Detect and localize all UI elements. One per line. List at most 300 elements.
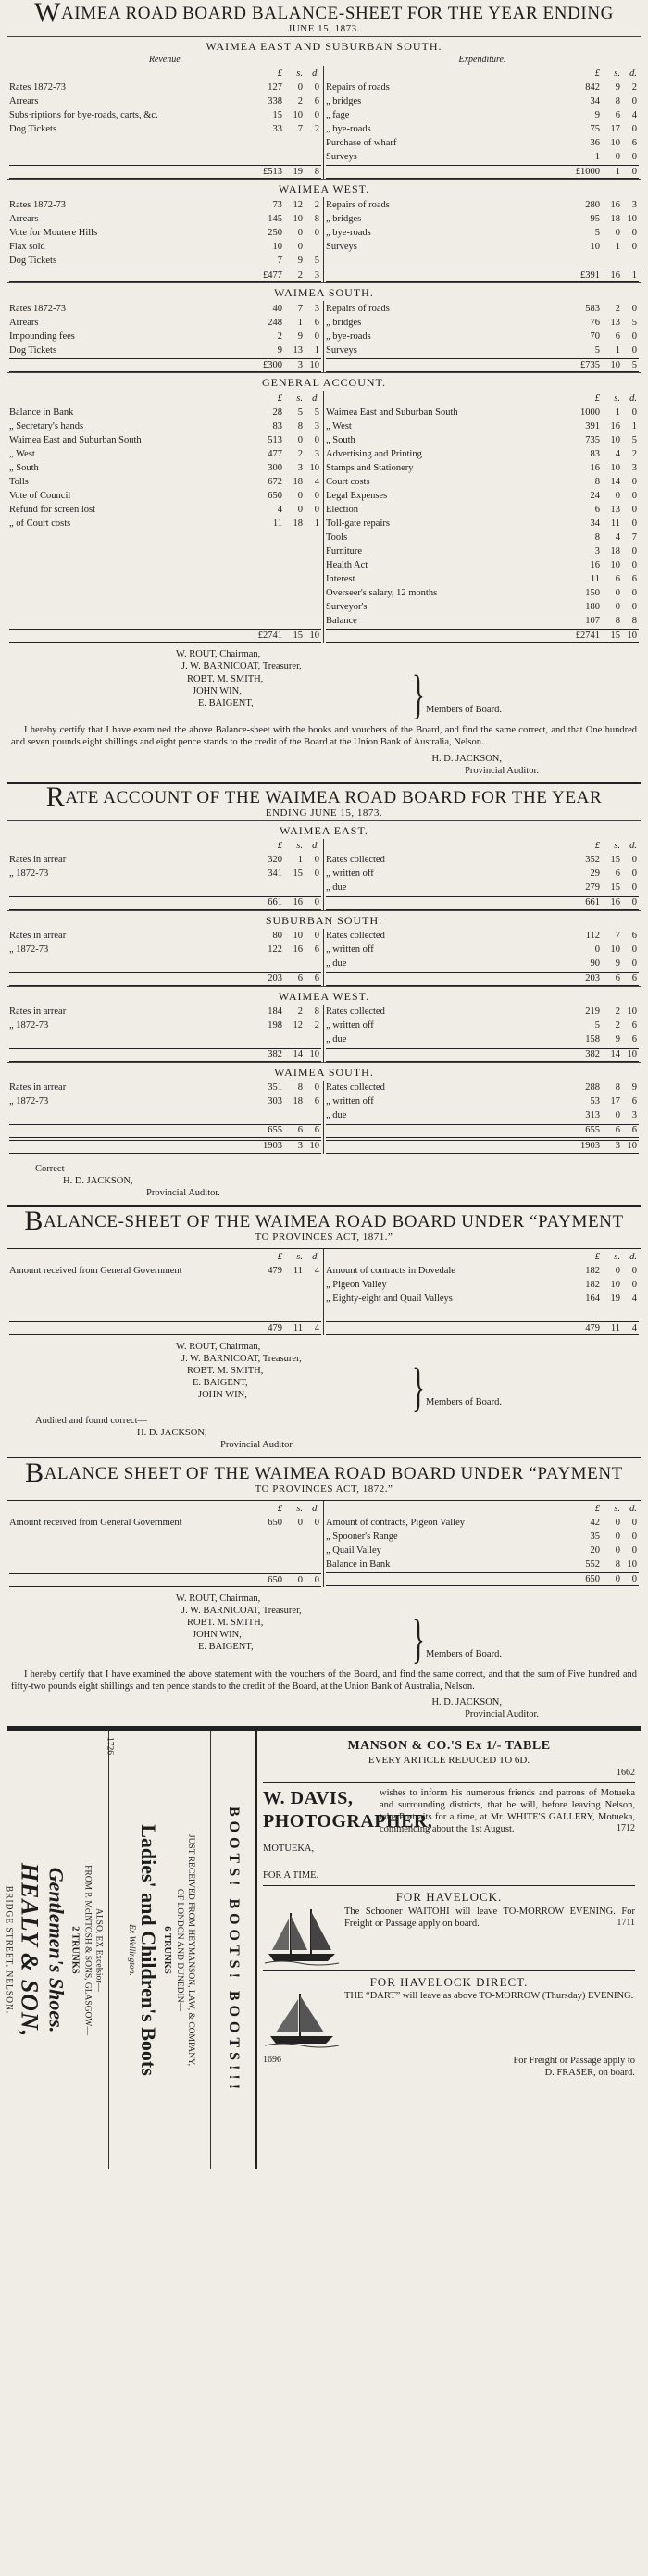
expenditure-row-pounds: 842 — [585, 82, 600, 94]
revenue-row-label: Vote for Moutere Hills — [9, 228, 98, 239]
expenditure-row-pence: 10 — [627, 214, 637, 225]
payments-1871: BALANCE-SHEET OF THE WAIMEA ROAD BOARD UNDER “PAYMENT TO PROVINCES ACT, 1871.” £ s. d. Amount received from General Government 479 11 4 479 11 4 £ s. d. Amount of contracts in Dovedale 182 0 0 „ Pigeon Valley 182 10 0 „ Eighty-eight and Quail Valleys 164 19 4 479 11 4 W. ROUT, Chairman, J. W. BARNICOAT, Treasurer, ROBT. M. SMITH, E. BAIGENT, JOHN WIN, }Members of Board. Audited and found correct— H. D. JACKSON, Provincial Auditor. — [7, 1207, 641, 1458]
expenditure-row-pence: 0 — [631, 546, 637, 557]
expenditure-row — [326, 502, 639, 516]
revenue-row-pence: 6 — [314, 96, 319, 107]
expenditure-row-label: Furniture — [326, 546, 363, 557]
expenditure-row-shillings: 6 — [615, 110, 620, 121]
expenditure-row-pence: 2 — [631, 82, 637, 94]
expenditure-row-pounds: 583 — [585, 304, 600, 315]
expenditure-row — [326, 530, 639, 544]
ad-havelock — [263, 1886, 635, 1970]
revenue-row-pounds: 127 — [268, 82, 282, 94]
expenditure-row-pounds: 11 — [590, 574, 600, 585]
expenditure-row-pence: 0 — [631, 96, 637, 107]
rate-left-row-shillings: 16 — [293, 944, 303, 956]
healy-num: 1726 — [104, 1736, 114, 1755]
expenditure-row-label: Surveyor's — [326, 602, 368, 613]
revenue-row-label: Waimea East and Suburban South — [9, 435, 142, 446]
revenue-row-pounds: 248 — [268, 318, 282, 329]
revenue-row-pence: 0 — [314, 82, 319, 94]
pay2-right-row-label: „ Spooner's Range — [326, 1531, 398, 1542]
revenue-row-pounds: 9 — [277, 345, 282, 356]
rate-left-total — [9, 896, 321, 910]
rate-right-row-label: „ written off — [326, 944, 374, 956]
rate-right-row-pence: 0 — [631, 869, 637, 880]
revenue-row-shillings: 18 — [293, 477, 303, 488]
expenditure-row-pence: 0 — [631, 242, 637, 253]
revenue-row-pounds: 672 — [268, 477, 282, 488]
revenue-row-label: Tolls — [9, 477, 29, 488]
expenditure-total-shillings: 1 — [615, 167, 620, 178]
ladies-of: OF LONDON AND DUNEDIN— — [174, 1888, 184, 2011]
rate-grand-r: 1903 — [580, 1141, 600, 1152]
rate-right-total-pence: 6 — [631, 1125, 637, 1136]
expenditure-row-pence: 0 — [631, 519, 637, 530]
pay1-right-head: Amount of contracts in Dovedale — [326, 1265, 455, 1276]
rate-right-total-pounds: 203 — [585, 973, 600, 984]
expenditure-row-shillings: 0 — [615, 588, 620, 599]
bs1-auditor-title: Provincial Auditor. — [465, 765, 539, 776]
ladies-ex: Ex Wellington. — [126, 1923, 136, 1976]
ad-manson — [263, 1734, 635, 1783]
revenue-row-label: Subs·riptions for bye-roads, carts, &c. — [9, 110, 158, 121]
rate-left-row-pence: 6 — [314, 1096, 319, 1107]
expenditure-row — [326, 474, 639, 488]
bs1-auditor: H. D. JACKSON, — [431, 753, 502, 764]
rate-right-row-pounds: 279 — [585, 882, 600, 894]
ladies-just: JUST RECEIVED FROM HEYMANSON, LAW, & COMPANY, — [185, 1833, 195, 2066]
revenue-row-pence: 10 — [309, 463, 319, 474]
rate-right-row — [326, 881, 639, 894]
rate-right-row-pence: 0 — [631, 855, 637, 866]
pay2-right-row-pounds: 42 — [590, 1517, 600, 1528]
expenditure-row — [326, 107, 639, 121]
pay2-right-row-pence: 0 — [631, 1531, 637, 1542]
rate-right-row-label: „ due — [326, 1110, 347, 1121]
revenue-row-shillings: 13 — [293, 345, 303, 356]
expenditure-total — [326, 165, 639, 179]
revenue-row-pounds: 338 — [268, 96, 282, 107]
pay2-left-row-shillings: 0 — [297, 1517, 303, 1528]
expenditure-row-label: Surveys — [326, 242, 357, 253]
rate-left-row-pence: 8 — [314, 1007, 319, 1018]
pay1-right-row — [326, 1291, 639, 1305]
bs1-section — [7, 179, 641, 282]
expenditure-row-pence: 2 — [631, 449, 637, 460]
pay1-right-row-pounds: 182 — [585, 1279, 600, 1290]
expenditure-row-shillings: 0 — [615, 491, 620, 502]
revenue-row-label: Arrears — [9, 214, 39, 225]
pay1-left-row-label: Amount received from General Government — [9, 1265, 182, 1276]
rate-left-row-pence: 0 — [314, 1082, 319, 1094]
expenditure-row-pounds: 180 — [585, 602, 600, 613]
expenditure-row — [326, 432, 639, 446]
pay2-right-row-label: Amount of contracts, Pigeon Valley — [326, 1517, 465, 1528]
rate-auditor-title: Provincial Auditor. — [146, 1187, 220, 1198]
pay1-signatures: W. ROUT, Chairman, J. W. BARNICOAT, Treasurer, ROBT. M. SMITH, E. BAIGENT, JOHN WIN, }Members of Board. — [176, 1341, 502, 1417]
rate-right-row-label: Rates collected — [326, 931, 385, 942]
pay2-auditor-title: Provincial Auditor. — [465, 1709, 539, 1720]
rate-right-row-shillings: 7 — [615, 931, 620, 942]
revenue-row-shillings: 3 — [297, 463, 303, 474]
pay2-right-row-pence: 0 — [631, 1544, 637, 1556]
pay2-right-row — [326, 1515, 639, 1529]
revenue-row-label: Vote of Council — [9, 491, 71, 502]
healy-also: ALSO, EX Excelsior— — [93, 1907, 103, 1992]
revenue-total-shillings: 15 — [293, 631, 303, 642]
revenue-row — [9, 80, 321, 94]
expenditure-row-shillings: 4 — [615, 532, 620, 544]
ads-right — [257, 1731, 641, 2169]
expenditure-row-label: Surveys — [326, 152, 357, 163]
expenditure-row — [326, 343, 639, 356]
rate-right-row-shillings: 15 — [610, 855, 620, 866]
revenue-row-shillings: 10 — [293, 110, 303, 121]
pay1-right-row — [326, 1277, 639, 1291]
pay1-title: BALANCE-SHEET OF THE WAIMEA ROAD BOARD UNDER “PAYMENT — [24, 1205, 624, 1236]
rate-left-total-pence: 6 — [314, 973, 319, 984]
expenditure-row-pence: 0 — [631, 304, 637, 315]
expenditure-row-pence: 0 — [631, 345, 637, 356]
rate-right-row-pounds: 53 — [590, 1096, 600, 1107]
revenue-row-pounds: 650 — [268, 491, 282, 502]
revenue-row-pounds: 477 — [268, 449, 282, 460]
rate-right-row-shillings: 2 — [615, 1020, 620, 1032]
rate-left-row-pounds: 198 — [268, 1020, 282, 1032]
expenditure-row-pounds: 9 — [594, 110, 600, 121]
rate-left-row — [9, 1019, 321, 1032]
expenditure-row — [326, 80, 639, 94]
ad-healy — [4, 1731, 114, 2169]
column-heads: £ s. d. — [594, 394, 637, 405]
revenue-row-pence: 8 — [314, 214, 319, 225]
manson-num: 1662 — [617, 1767, 635, 1778]
pay2-left-row-pounds: 650 — [268, 1517, 282, 1528]
revenue-row — [9, 343, 321, 356]
revenue-row-shillings: 7 — [297, 304, 303, 315]
expenditure-row — [326, 516, 639, 530]
rate-right-total-pence: 0 — [631, 897, 637, 908]
board-member-name: JOHN WIN, — [193, 685, 242, 696]
revenue-total — [9, 358, 321, 372]
revenue-row-label: „ of Court costs — [9, 519, 71, 530]
expenditure-row-shillings: 10 — [610, 560, 620, 571]
expenditure-row-pence: 0 — [631, 602, 637, 613]
rate-right-row-shillings: 0 — [615, 1110, 620, 1121]
expenditure-row-pounds: 83 — [590, 449, 600, 460]
pay1-right-row-pence: 4 — [631, 1293, 637, 1304]
rate-right-row-pence: 6 — [631, 1020, 637, 1032]
expenditure-row-label: Stamps and Stationery — [326, 463, 414, 474]
revenue-row-shillings: 0 — [297, 242, 303, 253]
rate-right-row-pence: 10 — [627, 1007, 637, 1018]
rate-left-row — [9, 867, 321, 881]
expenditure-row-pence: 0 — [631, 407, 637, 419]
revenue-row-label: Rates 1872-73 — [9, 200, 66, 211]
rate-right-row-pounds: 219 — [585, 1007, 600, 1018]
pay2-certificate: I hereby certify that I have examined the above statement with the vouchers of the Board, and find the same correct, and that the sum of Five hundred and fifty-two pounds eight shillings and ten pence stands to the credit of the Board, at the Union Bank of Australia, Nelson. — [11, 1669, 637, 1692]
revenue-row-shillings: 18 — [293, 519, 303, 530]
pay2-right-row-pounds: 20 — [590, 1544, 600, 1556]
pay1-auditor: H. D. JACKSON, — [137, 1427, 207, 1438]
expenditure-row-pounds: 1 — [594, 152, 600, 163]
rate-right-row — [326, 1019, 639, 1032]
pay2-right-row-pounds: 35 — [590, 1531, 600, 1542]
expenditure-row-pence: 0 — [631, 152, 637, 163]
expenditure-row-pounds: 34 — [590, 519, 600, 530]
column-heads: £ s. d. — [277, 69, 319, 80]
expenditure-row-pounds: 16 — [590, 560, 600, 571]
expenditure-row-label: „ West — [326, 421, 352, 432]
column-heads: £ s. d. — [594, 69, 637, 80]
rate-right-total-shillings: 14 — [610, 1049, 620, 1060]
board-member-name: J. W. BARNICOAT, Treasurer, — [181, 1353, 302, 1364]
rate-block-title: WAIMEA EAST. — [7, 820, 641, 839]
rate-right-total-pounds: 382 — [585, 1049, 600, 1060]
revenue-row-shillings: 0 — [297, 435, 303, 446]
revenue-row — [9, 211, 321, 225]
rate-left-row-shillings: 15 — [293, 869, 303, 880]
revenue-row-pence: 0 — [314, 505, 319, 516]
revenue-total — [9, 165, 321, 179]
pay2-right-row — [326, 1557, 639, 1570]
revenue-row-pence: 4 — [314, 477, 319, 488]
revenue-row — [9, 432, 321, 446]
revenue-row-pence: 0 — [314, 491, 319, 502]
rate-right-row — [326, 1005, 639, 1019]
expenditure-row-pounds: 24 — [590, 491, 600, 502]
rate-left-row-shillings: 18 — [293, 1096, 303, 1107]
pay1-right-row-label: „ Eighty-eight and Quail Valleys — [326, 1293, 453, 1304]
bs1-section-title: WAIMEA WEST. — [7, 179, 641, 197]
expenditure-total-pence: 0 — [631, 167, 637, 178]
direct-agent: D. FRASER, on board. — [544, 2067, 635, 2078]
ladies-line: Ladies' and Children's Boots — [136, 1823, 160, 2076]
bs1-section-title: WAIMEA EAST AND SUBURBAN SOUTH. — [7, 36, 641, 55]
rate-right-row-shillings: 6 — [615, 869, 620, 880]
schooner-icon — [263, 1906, 341, 1967]
rate-account — [7, 781, 641, 1207]
pay1-right-row-label: „ Pigeon Valley — [326, 1279, 387, 1290]
rate-right-row-pounds: 352 — [585, 855, 600, 866]
column-heads: £ s. d. — [277, 841, 319, 852]
rate-right-row-label: „ written off — [326, 869, 374, 880]
expenditure-row-pence: 0 — [631, 560, 637, 571]
rate-right-row-pence: 0 — [631, 882, 637, 894]
rate-right-row-pence: 0 — [631, 944, 637, 956]
bs1-names — [65, 648, 398, 719]
revenue-row — [9, 107, 321, 121]
expenditure-row-pounds: 70 — [590, 331, 600, 343]
healy-gent: Gentlemen's Shoes. — [44, 1867, 69, 2032]
revenue-row-pence: 3 — [314, 421, 319, 432]
pay2-left-row-pence: 0 — [314, 1517, 319, 1528]
davis-time: FOR A TIME. — [263, 1870, 319, 1882]
rate-block — [7, 986, 641, 1062]
rate-right-row-pounds: 5 — [594, 1020, 600, 1032]
expenditure-row-pounds: 76 — [590, 318, 600, 329]
expenditure-row — [326, 301, 639, 315]
expenditure-row — [326, 585, 639, 599]
expenditure-row-shillings: 10 — [610, 138, 620, 149]
davis-num: 1712 — [617, 1823, 635, 1834]
expenditure-row-pounds: 280 — [585, 200, 600, 211]
expenditure-row-pence: 3 — [631, 463, 637, 474]
revenue-row-pence: 1 — [314, 519, 319, 530]
rate-right-row — [326, 929, 639, 943]
rate-left-row-label: „ 1872-73 — [9, 869, 49, 880]
rate-right-row — [326, 943, 639, 957]
revenue-row — [9, 253, 321, 267]
ad-boots — [211, 1731, 257, 2169]
expenditure-row-shillings: 18 — [610, 214, 620, 225]
revenue-row-pence: 3 — [314, 304, 319, 315]
expenditure-row-pounds: 5 — [594, 345, 600, 356]
revenue-row-pounds: 10 — [272, 242, 282, 253]
pay2-title: BALANCE SHEET OF THE WAIMEA ROAD BOARD UNDER “PAYMENT — [25, 1457, 623, 1488]
revenue-row-pounds: 513 — [268, 435, 282, 446]
rate-right-row — [326, 853, 639, 867]
rate-right-row-shillings: 10 — [610, 944, 620, 956]
pay1-sub: TO PROVINCES ACT, 1871.” — [255, 1231, 393, 1243]
expenditure-row-pence: 8 — [631, 616, 637, 627]
bs1-section — [7, 36, 641, 180]
revenue-row-pounds: 2 — [277, 331, 282, 343]
expenditure-row-shillings: 0 — [615, 228, 620, 239]
revenue-row-label: Arrears — [9, 96, 39, 107]
pay2-left-row-label: Amount received from General Government — [9, 1517, 182, 1528]
pay2-left-total: 650 — [268, 1574, 282, 1585]
revenue-row — [9, 225, 321, 239]
expenditure-row-pence: 3 — [631, 200, 637, 211]
cutter-icon — [263, 1990, 341, 2051]
expenditure-row — [326, 197, 639, 211]
healy-addr: BRIDGE STREET, NELSON. — [4, 1885, 14, 2014]
pay1-right-row-pence: 0 — [631, 1279, 637, 1290]
revenue-row-pence: 2 — [314, 124, 319, 135]
board-member-name: ROBT. M. SMITH, — [187, 1618, 264, 1628]
expenditure-row-shillings: 16 — [610, 200, 620, 211]
expenditure-row-pounds: 107 — [585, 616, 600, 627]
revenue-row-pounds: 7 — [277, 256, 282, 267]
revenue-row-label: Flax sold — [9, 242, 45, 253]
revenue-row-pence: 0 — [314, 435, 319, 446]
expenditure-row-pounds: 8 — [594, 532, 600, 544]
rate-left-row — [9, 1094, 321, 1108]
manson-sub: EVERY ARTICLE REDUCED TO 6D. — [368, 1754, 530, 1766]
revenue-row-shillings: 0 — [297, 228, 303, 239]
rate-right-total — [326, 1124, 639, 1138]
rate-right-row-pounds: 90 — [590, 958, 600, 969]
expenditure-row — [326, 599, 639, 613]
rate-block — [7, 910, 641, 986]
rate-left-total-shillings: 16 — [293, 897, 303, 908]
revenue-row-label: „ West — [9, 449, 35, 460]
rate-left-row — [9, 1081, 321, 1094]
expenditure-row-pounds: 16 — [590, 463, 600, 474]
rate-right-row-pounds: 29 — [590, 869, 600, 880]
expenditure-row-label: „ bye-roads — [326, 124, 371, 135]
rate-right-row-pence: 9 — [631, 1082, 637, 1094]
expenditure-row-pence: 6 — [631, 574, 637, 585]
revenue-row — [9, 315, 321, 329]
expenditure-row-label: Surveys — [326, 345, 357, 356]
direct-head: FOR HAVELOCK DIRECT. — [369, 1974, 529, 1989]
expenditure-row-shillings: 8 — [615, 96, 620, 107]
rate-right-row-shillings: 15 — [610, 882, 620, 894]
rate-left-total-pence: 10 — [309, 1049, 319, 1060]
rate-right-row — [326, 867, 639, 881]
davis-place: MOTUEKA, — [263, 1844, 315, 1854]
revenue-row-shillings: 2 — [297, 449, 303, 460]
expenditure-row — [326, 460, 639, 474]
expenditure-total-pounds: £735 — [580, 360, 600, 371]
revenue-row-pence: 1 — [314, 345, 319, 356]
advertisements — [4, 1728, 641, 2169]
rate-right-row-shillings: 9 — [615, 958, 620, 969]
revenue-row-pence: 0 — [314, 110, 319, 121]
expenditure-total-pounds: £391 — [580, 270, 600, 281]
ad-ladies — [109, 1731, 211, 2169]
davis-name: W. DAVIS, PHOTOGRAPHER, — [263, 1788, 433, 1832]
expenditure-row-shillings: 14 — [610, 477, 620, 488]
rate-right-total-pence: 6 — [631, 973, 637, 984]
rate-right-row-pounds: 158 — [585, 1034, 600, 1045]
expenditure-row-shillings: 13 — [610, 318, 620, 329]
rate-left-row-label: Rates in arrear — [9, 855, 67, 866]
expenditure-head: Expenditure. — [458, 54, 506, 65]
expenditure-total-pence: 10 — [627, 631, 637, 642]
pay1-right-row-shillings: 19 — [610, 1293, 620, 1304]
board-member-name: ROBT. M. SMITH, — [187, 1365, 264, 1376]
bs1-certificate: I hereby certify that I have examined the above Balance-sheet with the books and vouchers of the Board, and find the same correct, and that One hundred and seven pounds eight shillings and eight pence stands to the credit of the Board at the Union Bank of Australia, Nelson. — [11, 725, 637, 748]
rate-right-row-shillings: 9 — [615, 1034, 620, 1045]
rate-left-row-pence: 0 — [314, 931, 319, 942]
revenue-row-pounds: 250 — [268, 228, 282, 239]
healy-trunks: 2 TRUNKS — [69, 1926, 81, 1974]
revenue-row-shillings: 8 — [297, 421, 303, 432]
rate-right-total-shillings: 16 — [610, 897, 620, 908]
expenditure-row — [326, 94, 639, 107]
expenditure-row-pence: 0 — [631, 331, 637, 343]
rate-right-row-label: „ due — [326, 958, 347, 969]
rate-left-total-shillings: 6 — [297, 1125, 303, 1136]
pay2-right-row-shillings: 8 — [615, 1558, 620, 1569]
expenditure-row-pence: 0 — [631, 124, 637, 135]
expenditure-row-shillings: 18 — [610, 546, 620, 557]
rate-left-total-shillings: 14 — [293, 1049, 303, 1060]
expenditure-row-label: „ bye-roads — [326, 331, 371, 343]
expenditure-row-shillings: 8 — [615, 616, 620, 627]
rate-right-row — [326, 1081, 639, 1094]
pay2-right-row-pounds: 552 — [585, 1558, 600, 1569]
expenditure-row-pence: 1 — [631, 421, 637, 432]
revenue-row-shillings: 0 — [297, 491, 303, 502]
revenue-row-pounds: 145 — [268, 214, 282, 225]
column-heads: £ s. d. — [277, 394, 319, 405]
pay2-right-row-shillings: 0 — [615, 1544, 620, 1556]
revenue-row — [9, 301, 321, 315]
rate-right-row — [326, 1032, 639, 1046]
board-member-name: ROBT. M. SMITH, — [187, 673, 264, 684]
revenue-total-pounds: £2741 — [257, 631, 282, 642]
revenue-row-pounds: 28 — [272, 407, 282, 419]
revenue-row-pence: 5 — [314, 407, 319, 419]
revenue-row-label: Dog Tickets — [9, 124, 57, 135]
pay1-left-row-shillings: 11 — [293, 1265, 303, 1276]
expenditure-row — [326, 488, 639, 502]
